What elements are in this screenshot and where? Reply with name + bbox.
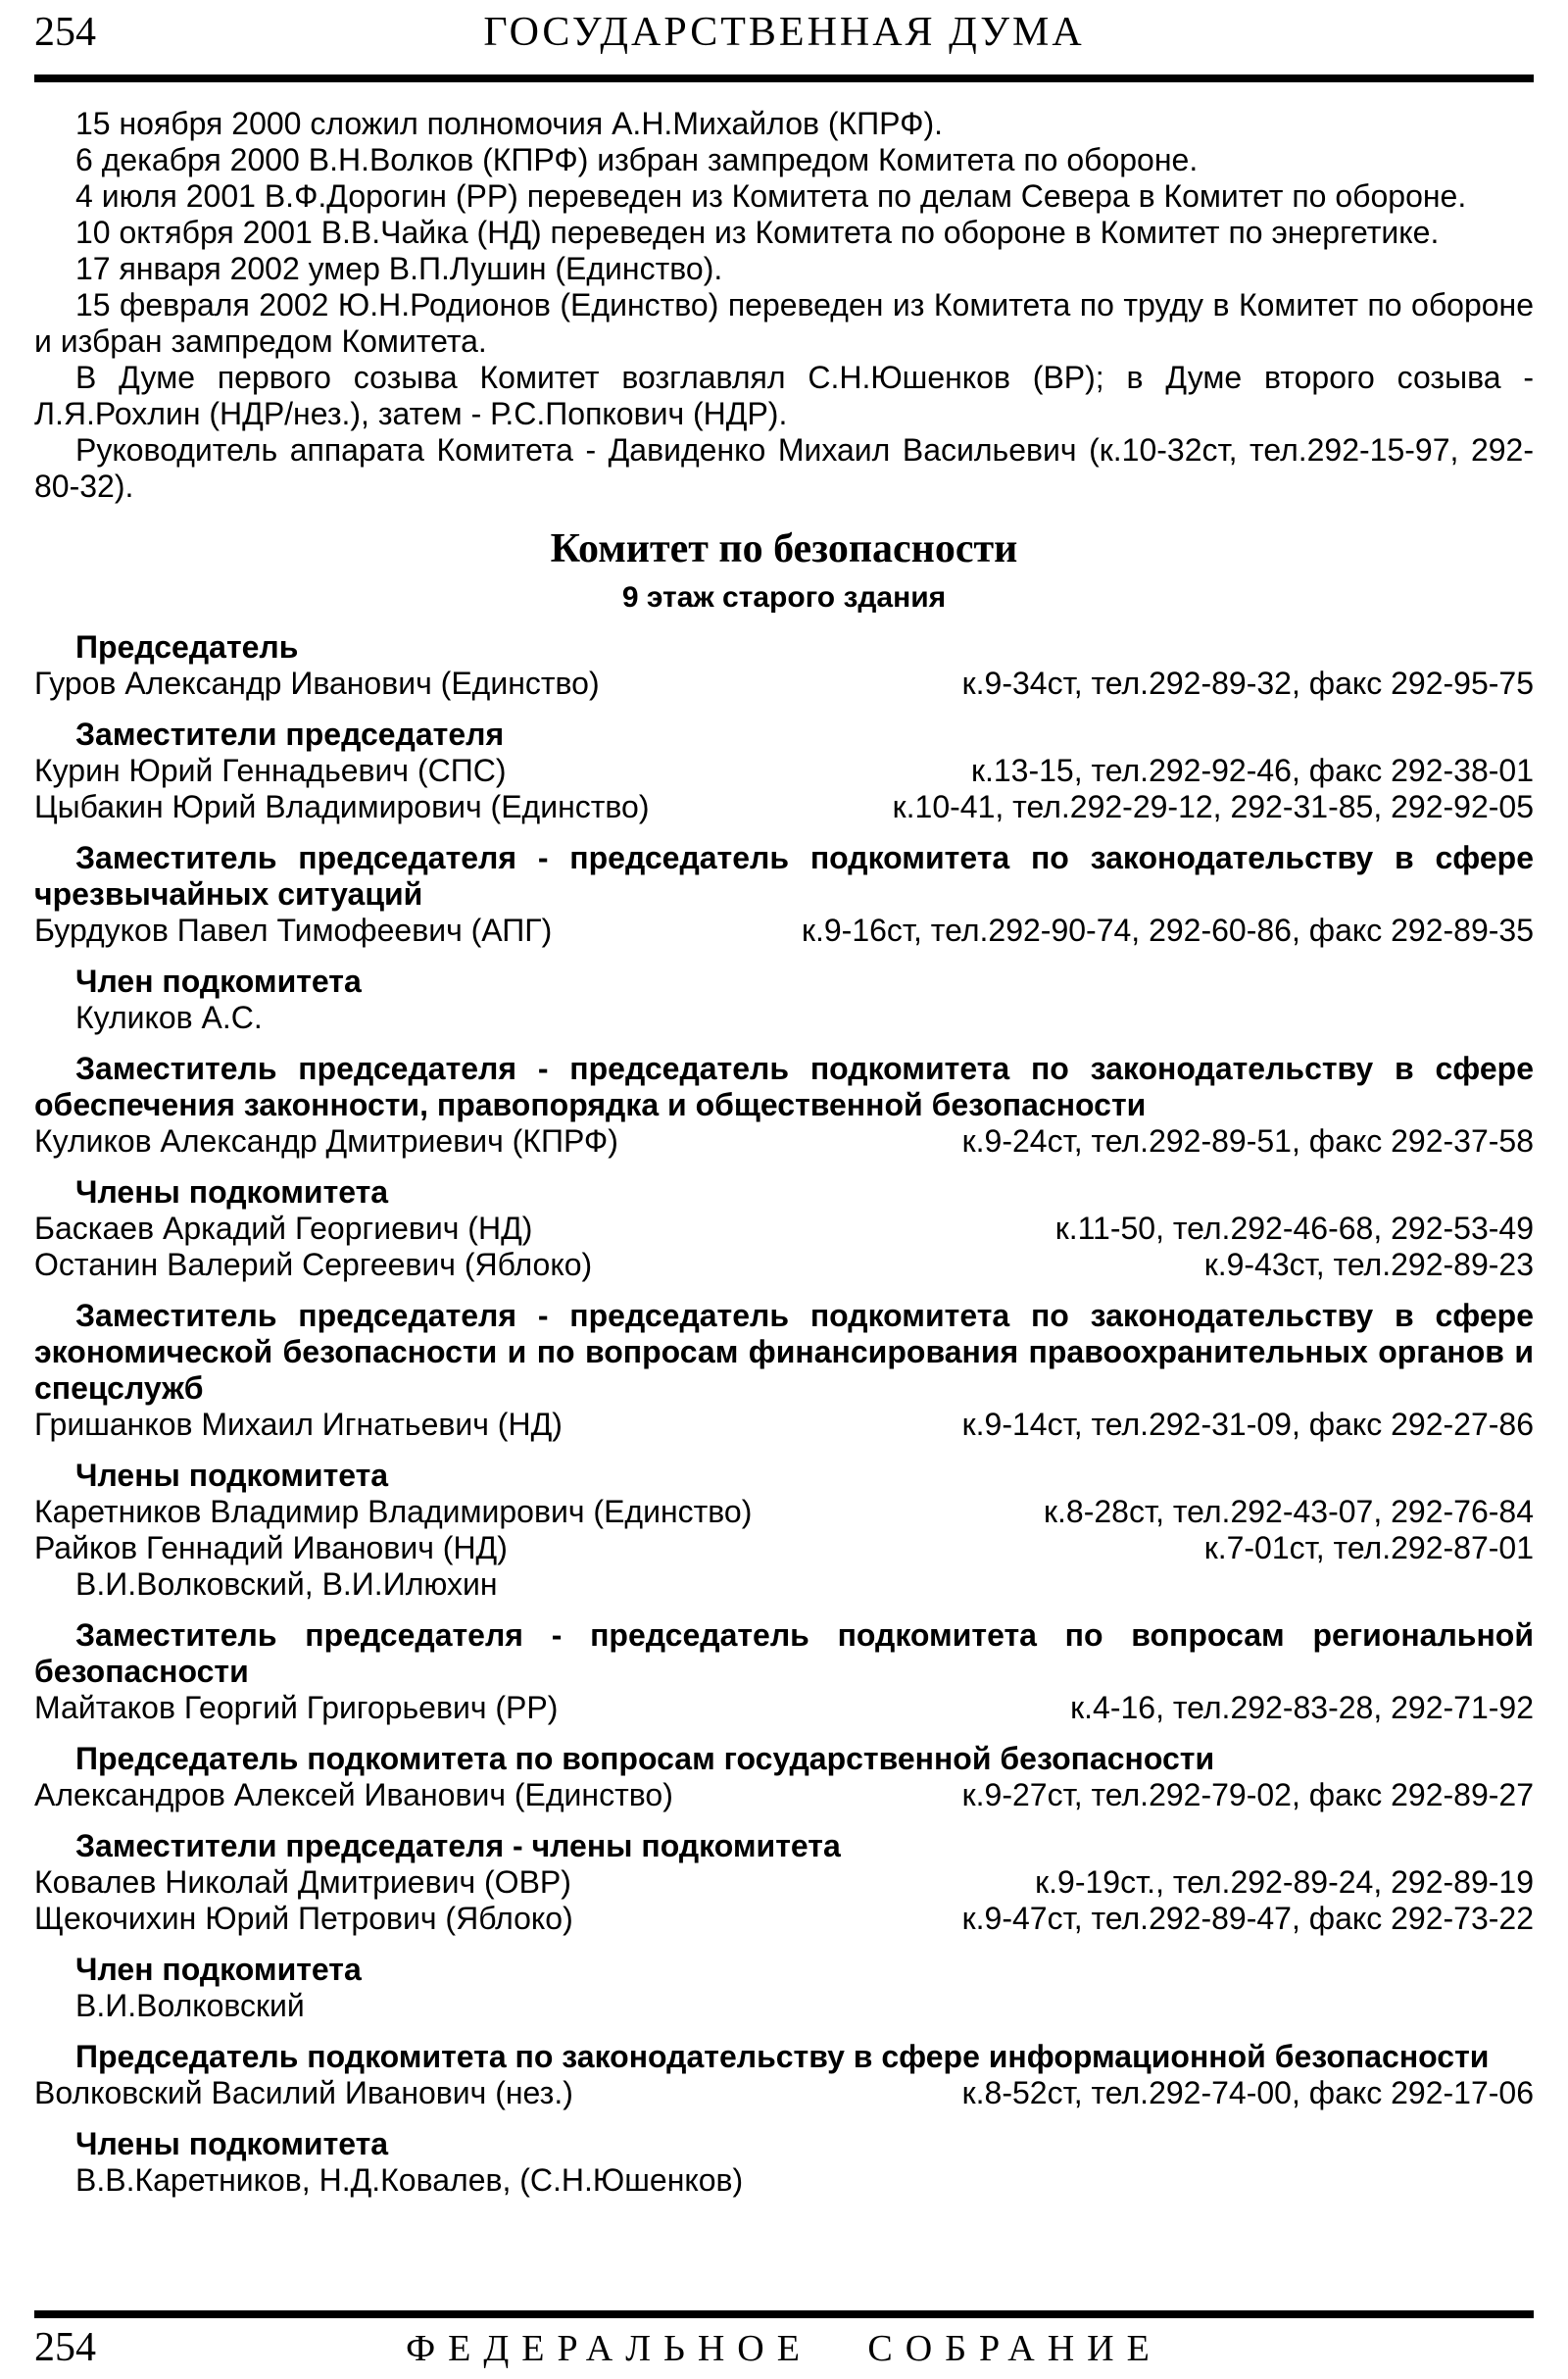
member-name: Райков Геннадий Иванович (НД): [34, 1530, 508, 1565]
intro-paragraph: 4 июля 2001 В.Ф.Дорогин (РР) переведен из Комитета по делам Севера в Комитет по обороне.: [75, 178, 1467, 214]
member-contact: к.9-14ст, тел.292-31-09, факс 292-27-86: [961, 1407, 1534, 1442]
member-name: Цыбакин Юрий Владимирович (Единство): [34, 789, 650, 824]
page-footer: [34, 2324, 1534, 2375]
committee-sections: [34, 629, 1534, 2199]
committee-section: [34, 2039, 1534, 2111]
header-running-title: ГОСУДАРСТВЕННАЯ ДУМА: [483, 10, 1085, 55]
member-entry: [34, 753, 1534, 789]
member-name: Майтаков Георгий Григорьевич (РР): [34, 1690, 559, 1725]
member-name: Курин Юрий Геннадьевич (СПС): [34, 753, 507, 788]
member-name: Каретников Владимир Владимирович (Единство): [34, 1494, 753, 1529]
intro-paragraph: 17 января 2002 умер В.П.Лушин (Единство).: [75, 251, 723, 286]
member-name: Бурдуков Павел Тимофеевич (АПГ): [34, 913, 553, 948]
member-name: Александров Алексей Иванович (Единство): [34, 1777, 673, 1812]
member-contact: к.9-47ст, тел.292-89-47, факс 292-73-22: [961, 1901, 1534, 1936]
committee-section: [34, 1051, 1534, 1160]
member-entry: [34, 913, 1534, 949]
member-contact: к.9-34ст, тел.292-89-32, факс 292-95-75: [961, 666, 1534, 701]
member-entry: [34, 1777, 1534, 1813]
committee-section: [34, 1174, 1534, 1283]
section-heading: Заместители председателя - члены подкомитета: [75, 1828, 841, 1863]
page-content: [34, 106, 1534, 2199]
section-heading: Члены подкомитета: [75, 2126, 389, 2161]
committee-section: [34, 1952, 1534, 2024]
member-contact: к.4-16, тел.292-83-28, 292-71-92: [1070, 1690, 1534, 1725]
intro-paragraph: Руководитель аппарата Комитета - Давиденко Михаил Васильевич (к.10-32ст, тел.292-15-97, 292-80-32).: [34, 432, 1534, 504]
section-heading: Члены подкомитета: [75, 1174, 389, 1210]
section-heading: Председатель: [75, 629, 299, 665]
intro-paragraph: 6 декабря 2000 В.Н.Волков (КПРФ) избран зампредом Комитета по обороне.: [75, 142, 1199, 177]
member-contact: к.9-24ст, тел.292-89-51, факс 292-37-58: [961, 1123, 1534, 1159]
committee-section: [34, 840, 1534, 949]
committee-section: [34, 1828, 1534, 1937]
header-page-number: 254: [34, 10, 96, 55]
section-heading: Заместители председателя: [75, 717, 505, 752]
intro-paragraph: 10 октября 2001 В.В.Чайка (НД) переведен из Комитета по обороне в Комитет по энергетике.: [75, 215, 1440, 250]
section-heading: Член подкомитета: [75, 1952, 362, 1987]
section-heading: Заместитель председателя - председатель подкомитета по законодательству в сфере экономической безопасности и по вопросам финансирования правоохранительных органов и спецслужб: [34, 1298, 1534, 1406]
member-entry: [34, 1901, 1534, 1937]
member-entry: [34, 1690, 1534, 1726]
section-heading: Член подкомитета: [75, 964, 362, 999]
member-name: Куликов Александр Дмитриевич (КПРФ): [34, 1123, 618, 1159]
member-entry: В.И.Волковский, В.И.Илюхин: [75, 1566, 498, 1602]
member-name: Щекочихин Юрий Петрович (Яблоко): [34, 1901, 573, 1936]
member-name: Останин Валерий Сергеевич (Яблоко): [34, 1247, 593, 1282]
section-heading: Заместитель председателя - председатель подкомитета по законодательству в сфере чрезвычайных ситуаций: [34, 840, 1534, 912]
member-contact: к.9-16ст, тел.292-90-74, 292-60-86, факс 292-89-35: [801, 913, 1534, 948]
section-heading: Председатель подкомитета по законодательству в сфере информационной безопасности: [75, 2039, 1490, 2074]
committee-section: [34, 2126, 1534, 2199]
section-heading: Заместитель председателя - председатель подкомитета по вопросам региональной безопасности: [34, 1617, 1534, 1689]
intro-paragraph: 15 ноября 2000 сложил полномочия А.Н.Михайлов (КПРФ).: [75, 106, 944, 141]
member-entry: [34, 2075, 1534, 2111]
member-contact: к.10-41, тел.292-29-12, 292-31-85, 292-92-05: [892, 789, 1534, 824]
member-name: Гуров Александр Иванович (Единство): [34, 666, 600, 701]
member-contact: к.13-15, тел.292-92-46, факс 292-38-01: [970, 753, 1534, 788]
member-entry: Куликов А.С.: [75, 1000, 263, 1035]
member-contact: к.8-52ст, тел.292-74-00, факс 292-17-06: [961, 2075, 1534, 2110]
intro-paragraph: В Думе первого созыва Комитет возглавлял С.Н.Юшенков (ВР); в Думе второго созыва - Л.Я.Рохлин (НДР/нез.), затем - Р.С.Попкович (НДР).: [34, 360, 1534, 431]
member-entry: [34, 1407, 1534, 1443]
intro-paragraphs: [34, 106, 1534, 505]
committee-title: Комитет по безопасности: [550, 526, 1018, 571]
committee-section: [34, 1617, 1534, 1726]
footer-running-title: ФЕДЕРАЛЬНОЕ СОБРАНИЕ: [406, 2328, 1162, 2369]
member-contact: к.9-43ст, тел.292-89-23: [1203, 1247, 1534, 1282]
committee-section: [34, 1298, 1534, 1443]
member-entry: В.В.Каретников, Н.Д.Ковалев, (С.Н.Юшенков): [75, 2162, 744, 2198]
member-entry: [34, 1530, 1534, 1566]
member-entry: [34, 1864, 1534, 1901]
page-header: [0, 0, 1568, 71]
committee-section: [34, 964, 1534, 1036]
committee-section: [34, 629, 1534, 702]
member-contact: к.8-28ст, тел.292-43-07, 292-76-84: [1044, 1494, 1534, 1529]
member-entry: В.И.Волковский: [75, 1988, 305, 2023]
section-heading: Члены подкомитета: [75, 1458, 389, 1493]
member-name: Ковалев Николай Дмитриевич (ОВР): [34, 1864, 571, 1900]
header-rule: [34, 74, 1534, 82]
member-contact: к.11-50, тел.292-46-68, 292-53-49: [1054, 1211, 1534, 1246]
member-entry: [34, 1494, 1534, 1530]
member-entry: [34, 1211, 1534, 1247]
committee-section: [34, 1741, 1534, 1813]
member-contact: к.7-01ст, тел.292-87-01: [1203, 1530, 1534, 1565]
committee-section: [34, 717, 1534, 825]
committee-location: 9 этаж старого здания: [621, 581, 947, 614]
footer-page-number: 254: [34, 2325, 96, 2370]
section-heading: Председатель подкомитета по вопросам государственной безопасности: [75, 1741, 1215, 1776]
section-heading: Заместитель председателя - председатель подкомитета по законодательству в сфере обеспечения законности, правопорядка и общественной безопасности: [34, 1051, 1534, 1122]
member-entry: [34, 666, 1534, 702]
member-name: Волковский Василий Иванович (нез.): [34, 2075, 573, 2110]
footer-rule: [34, 2310, 1534, 2318]
intro-paragraph: 15 февраля 2002 Ю.Н.Родионов (Единство) переведен из Комитета по труду в Комитет по обороне и избран зампредом Комитета.: [34, 287, 1534, 359]
member-name: Баскаев Аркадий Георгиевич (НД): [34, 1211, 533, 1246]
member-entry: [34, 789, 1534, 825]
member-entry: [34, 1123, 1534, 1160]
member-contact: к.9-27ст, тел.292-79-02, факс 292-89-27: [961, 1777, 1534, 1812]
member-contact: к.9-19ст., тел.292-89-24, 292-89-19: [1035, 1864, 1534, 1900]
member-entry: [34, 1247, 1534, 1283]
member-name: Гришанков Михаил Игнатьевич (НД): [34, 1407, 563, 1442]
committee-section: [34, 1458, 1534, 1603]
